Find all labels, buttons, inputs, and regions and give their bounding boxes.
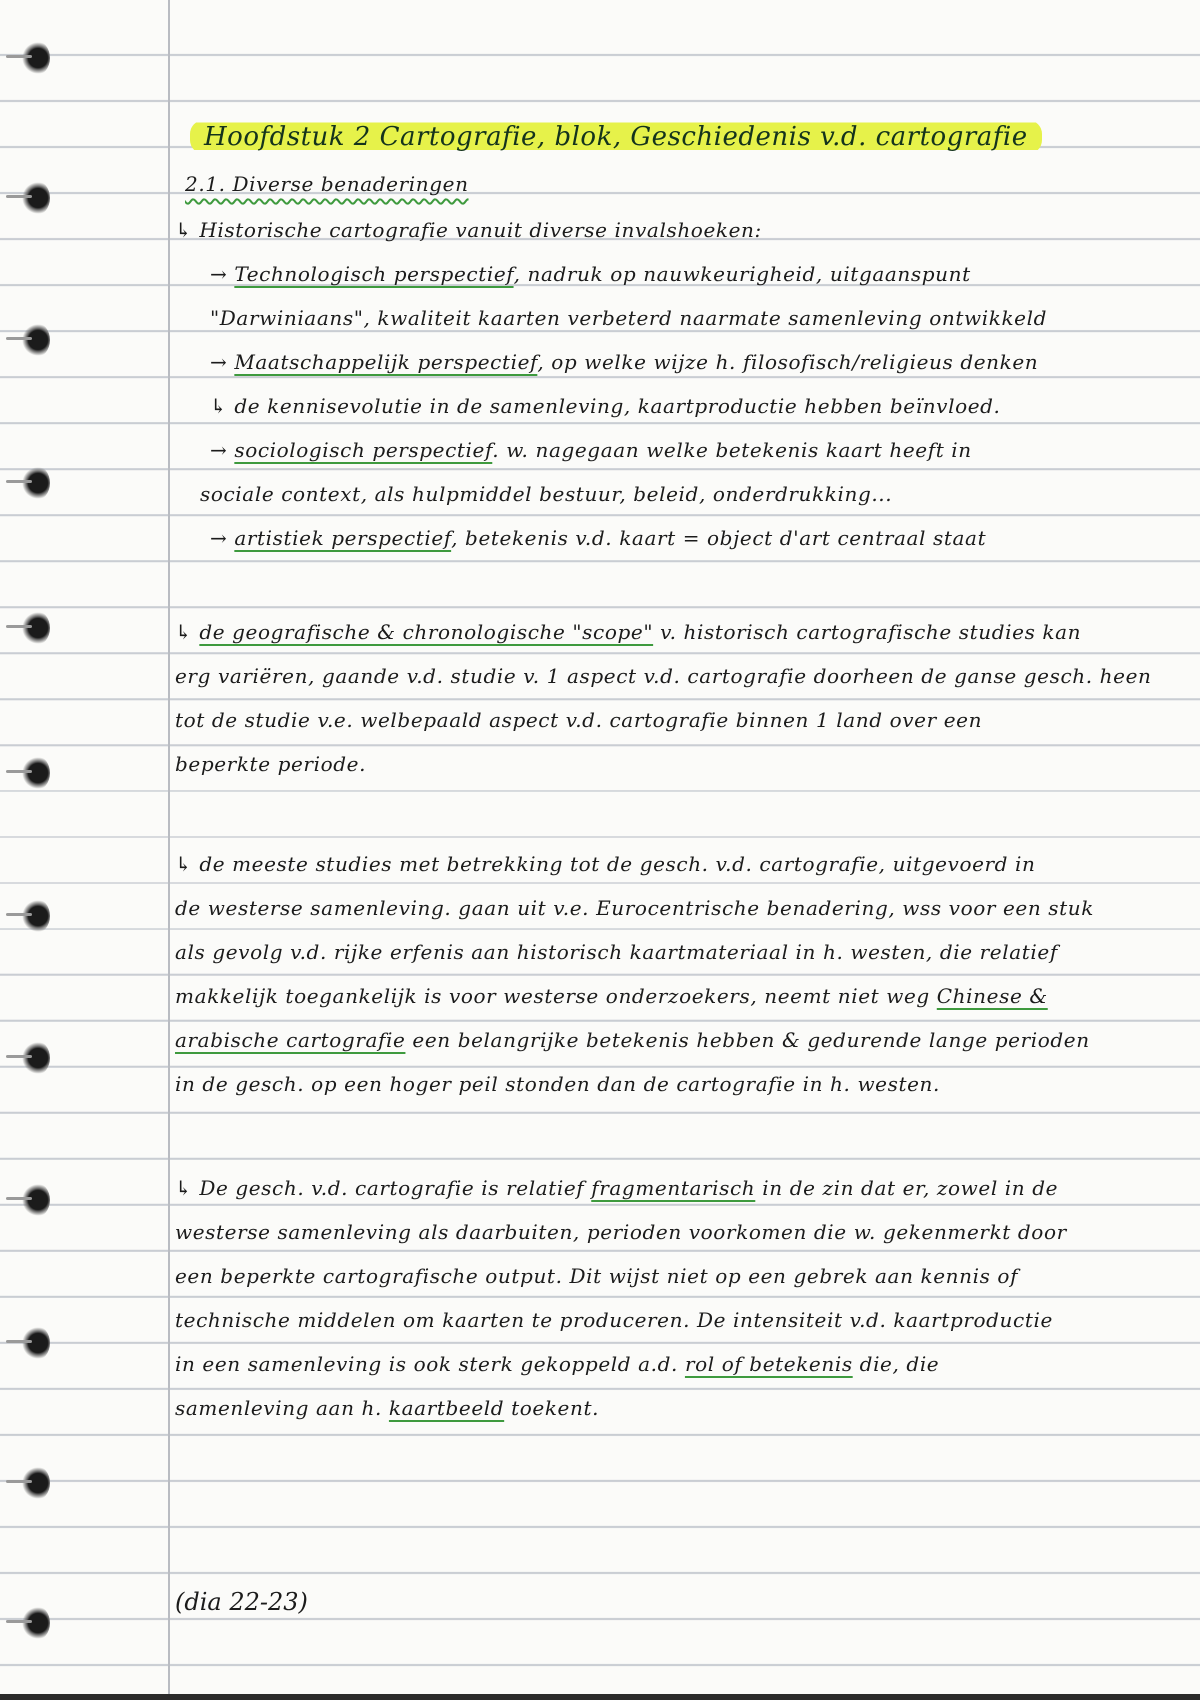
- binder-hole: [20, 465, 50, 501]
- binder-hole: [20, 1325, 50, 1361]
- note-line: ↳ de geografische & chronologische "scope" v. historisch cartografische studies kan: [175, 620, 1082, 644]
- underlined-term: Technologisch perspectief: [234, 262, 514, 286]
- note-line: beperkte periode.: [175, 752, 367, 776]
- note-line: als gevolg v.d. rijke erfenis aan historisch kaartmateriaal in h. westen, die relatief: [175, 940, 1058, 964]
- binder-hole: [20, 180, 50, 216]
- page-bottom-edge: [0, 1694, 1200, 1700]
- note-line: westerse samenleving als daarbuiten, perioden voorkomen die w. gekenmerkt door: [175, 1220, 1067, 1244]
- underlined-term: artistiek perspectief: [234, 526, 452, 550]
- underlined-term: sociologisch perspectief: [234, 438, 493, 462]
- binder-hole: [20, 610, 50, 646]
- underlined-term: arabische cartografie: [175, 1028, 406, 1052]
- slide-reference: (dia 22-23): [175, 1588, 308, 1616]
- note-line: ↳ de meeste studies met betrekking tot de gesch. v.d. cartografie, uitgevoerd in: [175, 852, 1036, 876]
- binder-hole: [20, 1040, 50, 1076]
- underlined-term: kaartbeeld: [388, 1396, 505, 1420]
- note-line: ↳ De gesch. v.d. cartografie is relatief fragmentarisch in de zin dat er, zowel in de: [175, 1176, 1059, 1200]
- binder-hole: [20, 1465, 50, 1501]
- note-line: → Maatschappelijk perspectief, op welke wijze h. filosofisch/religieus denken: [210, 350, 1039, 374]
- chapter-title: Hoofdstuk 2 Cartografie, blok, Geschiedenis v.d. cartografie: [190, 120, 1042, 154]
- note-line: in de gesch. op een hoger peil stonden dan de cartografie in h. westen.: [175, 1072, 940, 1096]
- note-line: tot de studie v.e. welbepaald aspect v.d. cartografie binnen 1 land over een: [175, 708, 983, 732]
- note-line: samenleving aan h. kaartbeeld toekent.: [175, 1396, 600, 1420]
- binder-hole: [20, 1182, 50, 1218]
- binder-hole: [20, 322, 50, 358]
- underlined-term: rol of betekenis: [684, 1352, 853, 1376]
- note-line: de westerse samenleving. gaan uit v.e. Eurocentrische benadering, wss voor een stuk: [175, 896, 1094, 920]
- note-line: technische middelen om kaarten te produceren. De intensiteit v.d. kaartproductie: [175, 1308, 1053, 1332]
- binder-hole: [20, 40, 50, 76]
- binder-hole: [20, 755, 50, 791]
- underlined-term: Maatschappelijk perspectief: [234, 350, 538, 374]
- margin-line: [168, 0, 170, 1700]
- note-line: een beperkte cartografische output. Dit wijst niet op een gebrek aan kennis of: [175, 1264, 1019, 1288]
- note-line: erg variëren, gaande v.d. studie v. 1 aspect v.d. cartografie doorheen de ganse gesch. heen: [175, 664, 1152, 688]
- note-line: → Technologisch perspectief, nadruk op nauwkeurigheid, uitgaanspunt: [210, 262, 971, 286]
- binder-hole: [20, 1605, 50, 1641]
- underlined-term: fragmentarisch: [591, 1176, 756, 1200]
- binder-hole: [20, 898, 50, 934]
- note-line: → sociologisch perspectief. w. nagegaan welke betekenis kaart heeft in: [210, 438, 972, 462]
- note-line: makkelijk toegankelijk is voor westerse onderzoekers, neemt niet weg Chinese &: [175, 984, 1048, 1008]
- section-heading: 2.1. Diverse benaderingen: [185, 172, 469, 196]
- note-line: sociale context, als hulpmiddel bestuur, beleid, onderdrukking...: [200, 482, 893, 506]
- note-line: in een samenleving is ook sterk gekoppeld a.d. rol of betekenis die, die: [175, 1352, 940, 1376]
- underlined-term: Chinese &: [936, 984, 1048, 1008]
- underlined-term: de geografische & chronologische "scope": [199, 620, 654, 644]
- note-line: ↳ de kennisevolutie in de samenleving, kaartproductie hebben beïnvloed.: [210, 394, 1001, 418]
- note-line: "Darwiniaans", kwaliteit kaarten verbeterd naarmate samenleving ontwikkeld: [210, 306, 1047, 330]
- note-line: → artistiek perspectief, betekenis v.d. kaart = object d'art centraal staat: [210, 526, 987, 550]
- note-line: arabische cartografie een belangrijke betekenis hebben & gedurende lange perioden: [175, 1028, 1090, 1052]
- note-line: ↳ Historische cartografie vanuit diverse invalshoeken:: [175, 218, 762, 242]
